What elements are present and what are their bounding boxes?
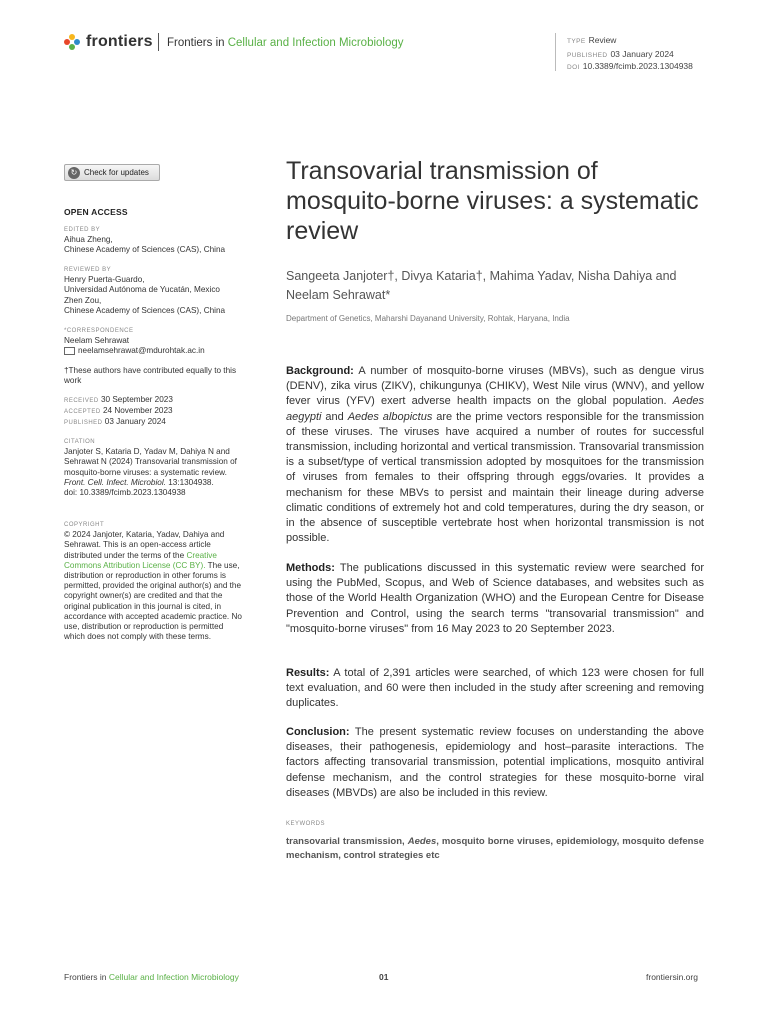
header-divider [158,33,159,51]
keywords: transovarial transmission, Aedes, mosquito borne viruses, epidemiology, mosquito defense mechanism, control strategies etc [286,836,704,861]
abstract-background: Background: A number of mosquito-borne viruses (MBVs), such as dengue virus (DENV), zika virus (ZIKV), chikungunya (CHIKV), West Nile virus (WNV), and yellow fever virus (YFV) exert adverse health impacts on the global population. Aedes aegypti and Aedes albopictus are the prime vectors responsible for the transmission of these viruses. The viruses have acquired a number of routes for successful transmission, including horizontal and vertical transmission. Transovarial transmission is a subset/type of vertical transmission adopted by mosquitoes for the transmission of viruses from females to their offspring through eggs/ovaries. It provides a mechanism for these MBVs to persist and maintain their lineage during adverse climatic conditions of extremely hot and cold temperatures, during the dry season, or in the absence of susceptible vertebrate host when horizontal transmission is not possible. [286,365,705,545]
correspondence: *CORRESPONDENCE Neelam Sehrawat neelamsehrawat@mdurohtak.ac.in [64,326,244,357]
reviewed-by: REVIEWED BY Henry Puerta-Guardo, Universidad Autónoma de Yucatán, Mexico Zhen Zou, Chinese Academy of Sciences (CAS), China [64,267,226,315]
mail-icon [64,347,75,355]
keywords-label: KEYWORDS [286,821,326,827]
footer-site-link[interactable]: frontiersin.org [646,972,698,982]
equal-contribution-note: †These authors have contributed equally to this work [64,366,237,386]
dates: RECEIVED 30 September 2023 ACCEPTED 24 November 2023 PUBLISHED 03 January 2024 [64,395,173,427]
abstract-results: Results: A total of 2,391 articles were searched, of which 123 were chosen for full text evaluation, and 60 were then included in the study after screening and removing duplicates. [286,667,704,710]
copyright: COPYRIGHT © 2024 Janjoter, Kataria, Yadav, Dahiya and Sehrawat. This is an open-access article distributed under the terms of the Creative Commons Attribution License (CC BY). The use, distribution or reproduction in other forums is permitted, provided the original author(s) and the copyright owner(s) are credited and that the original publication in this journal is cited, in accordance with accepted academic practice. No use, distribution or reproduction is permitted which does not comply with these terms. [64,522,242,642]
check-updates-button[interactable]: ↻ Check for updates [64,164,160,181]
refresh-icon: ↻ [68,167,80,179]
cc-by-link[interactable]: Creative Commons Attribution License (CC BY). [64,550,217,570]
article-title: Transovarial transmission of mosquito-borne viruses: a systematic review [286,157,699,245]
correspondence-email[interactable]: neelamsehrawat@mdurohtak.ac.in [64,346,244,356]
affiliation: Department of Genetics, Maharshi Dayanand University, Rohtak, Haryana, India [286,314,570,323]
abstract-conclusion: Conclusion: The present systematic review focuses on understanding the above diseases, their pathogenesis, epidemiology and host–parasite interactions. The factors affecting transovarial transmission, potential implications, mosquito antiviral defense mechanism, and the control strategies for these mosquito-borne viral diseases (MBVDs) are also be included in this review. [286,726,704,799]
page-number: 01 [379,972,389,982]
frontiers-logo-icon [64,34,80,50]
frontiers-logo[interactable] [64,33,153,51]
meta-divider [555,33,556,71]
edited-by: EDITED BY Aihua Zheng, Chinese Academy of Sciences (CAS), China [64,227,226,255]
published-date: PUBLISHED 03 January 2024 [567,49,674,59]
open-access-label: OPEN ACCESS [64,207,128,217]
citation: CITATION Janjoter S, Kataria D, Yadav M, Dahiya N and Sehrawat N (2024) Transovarial transmission of mosquito-borne viruses: a systematic review. Front. Cell. Infect. Microbiol. 13:1304938. doi: 10.3389/fcimb.2023.1304938 [64,439,237,498]
journal-name[interactable]: Frontiers in Cellular and Infection Microbiology [167,37,404,49]
article-type: TYPE Review [567,35,617,45]
footer-journal[interactable]: Frontiers in Cellular and Infection Microbiology [64,972,239,982]
abstract-methods: Methods: The publications discussed in this systematic review were searched for using the PubMed, Scopus, and Web of Science databases, and websites such as those of the World Health Organization (WHO) and the European Centre for Disease Prevention and Control, using the search terms "transovarial transmission" and "mosquito-borne viruses" from 16 May 2023 to 20 September 2023. [286,562,704,635]
doi[interactable]: DOI 10.3389/fcimb.2023.1304938 [567,61,693,71]
authors: Sangeeta Janjoter†, Divya Kataria†, Mahima Yadav, Nisha Dahiya and Neelam Sehrawat* [286,269,677,302]
logo-text: frontiers [86,33,153,50]
